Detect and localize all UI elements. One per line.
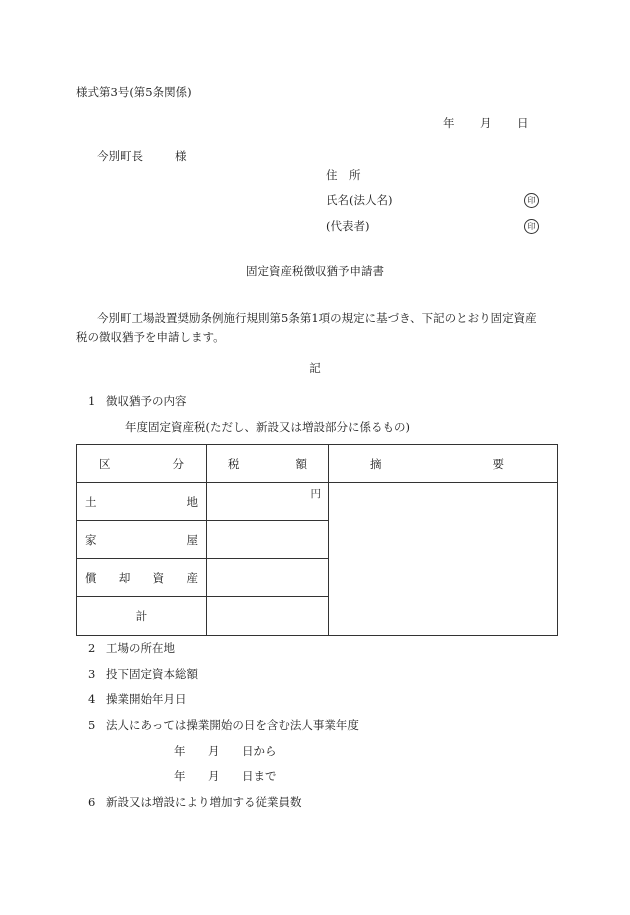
item-3-number: 3 [88, 667, 96, 681]
cell-house-label [77, 521, 207, 559]
house-char-2: 屋 [186, 532, 198, 547]
period-to-month: 月 [208, 769, 220, 783]
total-label: 計 [135, 609, 148, 623]
assets-char-4: 産 [186, 570, 198, 585]
seal-glyph: 印 [524, 193, 539, 208]
header-tax-amount [207, 445, 329, 483]
cell-assets-label [77, 559, 207, 597]
assets-char-2: 却 [118, 570, 131, 585]
item-5-label: 法人にあっては操業開始の日を含む法人事業年度 [106, 718, 359, 732]
yen-unit-label: 円 [310, 488, 321, 500]
body-text-line-1: 今別町工場設置奨励条例施行規則第5条第1項の規定に基づき、下記のとおり固定資産 [97, 311, 537, 325]
header-tax-char-2: 額 [295, 456, 307, 471]
seal-glyph-rep: 印 [524, 219, 539, 234]
seal-mark [524, 193, 539, 208]
item-4-label: 操業開始年月日 [106, 692, 187, 706]
header-remarks-char-1: 摘 [370, 456, 382, 471]
item-1-subtext: 年度固定資産税(ただし、新設又は増設部分に係るもの) [125, 420, 410, 434]
table-header-row [77, 445, 558, 483]
assets-char-3: 資 [152, 570, 165, 585]
item-6-label: 新設又は増設により増加する従業員数 [106, 795, 302, 809]
assets-char-1: 償 [85, 570, 97, 585]
land-char-2: 地 [186, 494, 198, 509]
item-2-label: 工場の所在地 [106, 641, 175, 655]
period-to-day: 日まで [242, 769, 277, 783]
applicant-rep-label: (代表者) [326, 219, 370, 233]
item-3-label: 投下固定資本総額 [106, 667, 198, 681]
cell-house-amount[interactable] [207, 521, 329, 559]
land-char-1: 土 [85, 494, 97, 509]
cell-land-label [77, 483, 207, 521]
period-from-day: 日から [242, 744, 277, 758]
header-category-char-1: 区 [99, 456, 111, 471]
ki-heading: 記 [309, 361, 321, 375]
cell-remarks[interactable] [329, 483, 558, 636]
house-char-1: 家 [85, 532, 97, 547]
item-5-number: 5 [88, 718, 96, 732]
addressee-honorific: 様 [175, 149, 187, 163]
seal-mark-rep [524, 219, 539, 234]
header-remarks [329, 445, 558, 483]
header-tax-char-1: 税 [228, 456, 240, 471]
tax-deferral-table [76, 444, 558, 636]
date-month-label: 月 [480, 116, 492, 130]
period-from-month: 月 [208, 744, 220, 758]
date-day-label: 日 [517, 116, 529, 130]
item-2-number: 2 [88, 641, 96, 655]
period-to-year: 年 [174, 769, 186, 783]
body-text-line-2: 税の徴収猶予を申請します。 [76, 330, 225, 344]
item-4-number: 4 [88, 692, 96, 706]
cell-total-amount[interactable] [207, 597, 329, 636]
cell-total-label [77, 597, 207, 636]
document-title: 固定資産税徴収猶予申請書 [246, 264, 384, 278]
date-year-label: 年 [443, 116, 455, 130]
addressee-name: 今別町長 [97, 149, 143, 163]
item-1-label: 徴収猶予の内容 [106, 394, 187, 408]
applicant-name-label: 氏名(法人名) [326, 193, 393, 207]
cell-land-amount[interactable] [207, 483, 329, 521]
cell-assets-amount[interactable] [207, 559, 329, 597]
item-1-number: 1 [88, 394, 96, 408]
form-number: 様式第3号(第5条関係) [76, 85, 192, 99]
applicant-address-label: 住 所 [326, 168, 361, 182]
item-6-number: 6 [88, 795, 96, 809]
header-category [77, 445, 207, 483]
table-row-land [77, 483, 558, 521]
period-from-year: 年 [174, 744, 186, 758]
header-category-char-2: 分 [172, 456, 184, 471]
header-remarks-char-2: 要 [492, 456, 504, 471]
